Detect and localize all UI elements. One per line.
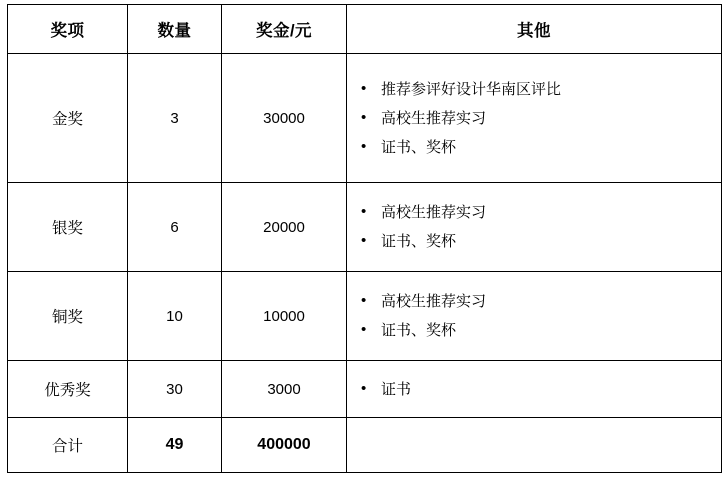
column-header-money: 奖金/元 (222, 5, 347, 54)
table-row (8, 54, 722, 183)
document-page (0, 4, 728, 482)
column-header-count: 数量 (128, 5, 222, 54)
list-item: • 证书、奖杯 (381, 133, 721, 162)
list-item: • 证书、奖杯 (381, 316, 721, 345)
benefit-list (347, 375, 721, 404)
cell-money: 3000 (222, 361, 347, 418)
table-row-total (8, 418, 722, 473)
cell-count: 30 (128, 361, 222, 418)
benefit-list (347, 198, 721, 256)
cell-money: 20000 (222, 183, 347, 272)
table-row (8, 361, 722, 418)
cell-money: 400000 (222, 418, 347, 473)
table-header (8, 5, 722, 54)
table-header-row (8, 5, 722, 54)
cell-other-empty (347, 418, 722, 473)
table-body (8, 54, 722, 473)
list-item: • 高校生推荐实习 (381, 198, 721, 227)
list-item: • 高校生推荐实习 (381, 104, 721, 133)
cell-other (347, 183, 722, 272)
benefit-list (347, 75, 721, 162)
cell-count: 49 (128, 418, 222, 473)
list-item: • 高校生推荐实习 (381, 287, 721, 316)
list-item: • 证书 (381, 375, 721, 404)
cell-prize: 铜奖 (8, 272, 128, 361)
cell-money: 10000 (222, 272, 347, 361)
cell-count: 6 (128, 183, 222, 272)
table-row (8, 183, 722, 272)
column-header-other: 其他 (347, 5, 722, 54)
benefit-list (347, 287, 721, 345)
cell-prize: 金奖 (8, 54, 128, 183)
cell-other (347, 361, 722, 418)
table-row (8, 272, 722, 361)
column-header-prize: 奖项 (8, 5, 128, 54)
award-table (7, 4, 722, 473)
list-item: • 推荐参评好设计华南区评比 (381, 75, 721, 104)
cell-prize: 合计 (8, 418, 128, 473)
cell-count: 10 (128, 272, 222, 361)
list-item: • 证书、奖杯 (381, 227, 721, 256)
cell-prize: 优秀奖 (8, 361, 128, 418)
cell-other (347, 54, 722, 183)
cell-prize: 银奖 (8, 183, 128, 272)
cell-money: 30000 (222, 54, 347, 183)
cell-other (347, 272, 722, 361)
cell-count: 3 (128, 54, 222, 183)
